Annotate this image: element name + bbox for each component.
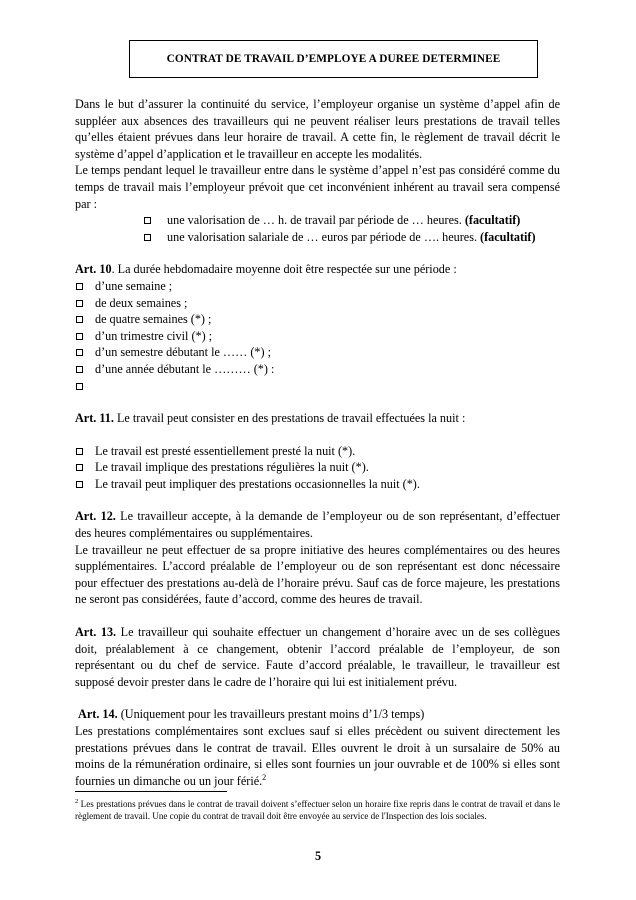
art14-paragraph <box>75 706 560 723</box>
list-item-text: Le travail implique des prestations régulières la nuit (*). <box>95 460 369 475</box>
list-item-text: d’une semaine ; <box>95 278 173 293</box>
list-item <box>75 311 560 328</box>
checkbox-square-icon <box>76 481 83 488</box>
option-text: une valorisation salariale de … euros par période de …. heures. <box>167 229 481 244</box>
art11-label: Art. 11. <box>75 411 114 426</box>
art13-label: Art. 13. <box>75 625 117 640</box>
art12-paragraph-2: Le travailleur ne peut effectuer de sa propre initiative des heures complémentaires ou des heures supplémentaires. L’accord préalable de l’employeur ou de son représentant est donc nécessaire pour effectuer des prestations au-delà de l’horaire prévu. Sauf cas de force majeure, les prestations ne seront pas considérées, faute d’accord, comme des heures de travail. <box>75 542 560 607</box>
footnote-ref[interactable]: 2 <box>262 772 267 782</box>
list-item <box>75 443 560 460</box>
compensation-option <box>75 229 560 246</box>
checkbox-square-icon <box>76 366 83 373</box>
art14-paragraph-2 <box>75 723 560 789</box>
checkbox-square-icon <box>76 383 83 390</box>
list-item <box>75 344 560 361</box>
art10-text: . La durée hebdomadaire moyenne doit être respectée sur une période : <box>111 262 457 277</box>
art12-label: Art. 12. <box>75 509 116 524</box>
art14-body: Les prestations complémentaires sont exclues sauf si elles précèdent ou suivent directement les prestations prévues dans le contrat de travail. Elles ouvrent le droit à un sursalaire de 50% au moins de la rémunération ordinaire, si elles sont fournies un jour ouvrable et de 100% si elles sont fournies un dimanche ou un jour férié. <box>75 724 560 788</box>
art14-text: (Uniquement pour les travailleurs prestant moins d’1/3 temps) <box>117 707 425 722</box>
footnote-text: Les prestations prévues dans le contrat de travail doivent s’effectuer selon un horaire fixe repris dans le contrat de travail et dans le règlement de travail. Une copie du contrat de travail doit être envoyée au service de l'Inspection des lois sociales. <box>75 799 560 822</box>
document-title: CONTRAT DE TRAVAIL D’EMPLOYE A DUREE DETERMINEE <box>166 53 501 65</box>
list-item-text: de quatre semaines (*) ; <box>95 312 212 327</box>
footnote-mark: 2 <box>75 797 79 805</box>
checkbox-square-icon <box>76 464 83 471</box>
list-item <box>75 295 560 312</box>
compensation-option <box>75 212 560 229</box>
list-item-text: Le travail est presté essentiellement presté la nuit (*). <box>95 443 356 458</box>
art13-paragraph <box>75 624 560 690</box>
art12-text: Le travailleur accepte, à la demande de l’employeur ou de son représentant, d’effectuer des heures complémentaires ou supplémentaires. <box>75 509 560 541</box>
checkbox-square-icon <box>76 333 83 340</box>
checkbox-square-icon <box>76 316 83 323</box>
art12-paragraph <box>75 508 560 541</box>
list-item <box>75 459 560 476</box>
art13-text: Le travailleur qui souhaite effectuer un changement d’horaire avec un de ses collègues doit, préalablement à ce changement, obtenir l’accord préalable de l’employeur, de son représentant ou du chef de service. Faute d’accord préalable, le travailleur, le travailleur est supposé devoir prester dans le cadre de l’horaire qui lui est initialement prévu. <box>75 625 560 689</box>
checkbox-square-icon <box>76 448 83 455</box>
list-item <box>75 361 560 378</box>
option-text: une valorisation de … h. de travail par période de … heures. <box>167 213 465 228</box>
list-item-text: d’un trimestre civil (*) ; <box>95 328 213 343</box>
checkbox-square-icon <box>76 349 83 356</box>
list-item <box>75 476 560 493</box>
option-tag: (facultatif) <box>464 213 521 228</box>
list-item-text: d’une année débutant le ……… (*) : <box>95 361 275 376</box>
option-tag: (facultatif) <box>480 229 536 244</box>
list-item-text: de deux semaines ; <box>95 295 188 310</box>
list-item <box>75 278 560 295</box>
intro-paragraph-1: Dans le but d’assurer la continuité du service, l’employeur organise un système d’appel afin de suppléer aux absences des travailleurs qui ne peuvent réaliser leurs prestations de travail telles qu’elles étaient prévues dans leur horaire de travail. A cette fin, le règlement de travail décrit le système d’appel d’application et le travailleur en accepte les modalités. <box>75 97 560 161</box>
art11-paragraph <box>75 410 560 427</box>
footnote-divider <box>75 791 227 792</box>
checkbox-square-icon <box>76 283 83 290</box>
footnote <box>75 798 560 823</box>
checkbox-square-icon <box>144 217 151 224</box>
checkbox-square-icon <box>76 300 83 307</box>
art10-paragraph <box>75 261 560 278</box>
art11-list <box>75 443 560 493</box>
art10-label: Art. 10 <box>75 262 112 277</box>
list-item <box>75 378 560 395</box>
art11-text: Le travail peut consister en des prestations de travail effectuées la nuit : <box>113 411 466 426</box>
intro-paragraph-2: Le temps pendant lequel le travailleur entre dans le système d’appel n’est pas considéré comme du temps de travail mais l’employeur prévoit que cet inconvénient inhérent au travail sera compensé par : <box>75 163 560 211</box>
page-number: 5 <box>314 849 322 863</box>
compensation-options <box>75 212 560 245</box>
art14-label: Art. 14. <box>78 707 118 722</box>
checkbox-square-icon <box>144 234 151 241</box>
list-item-text: d’un semestre débutant le …… (*) ; <box>95 345 271 360</box>
list-item <box>75 328 560 345</box>
list-item-text: Le travail peut impliquer des prestations occasionnelles la nuit (*). <box>95 476 420 491</box>
title-box <box>129 40 538 78</box>
art10-list <box>75 278 560 394</box>
document-body <box>75 96 560 789</box>
